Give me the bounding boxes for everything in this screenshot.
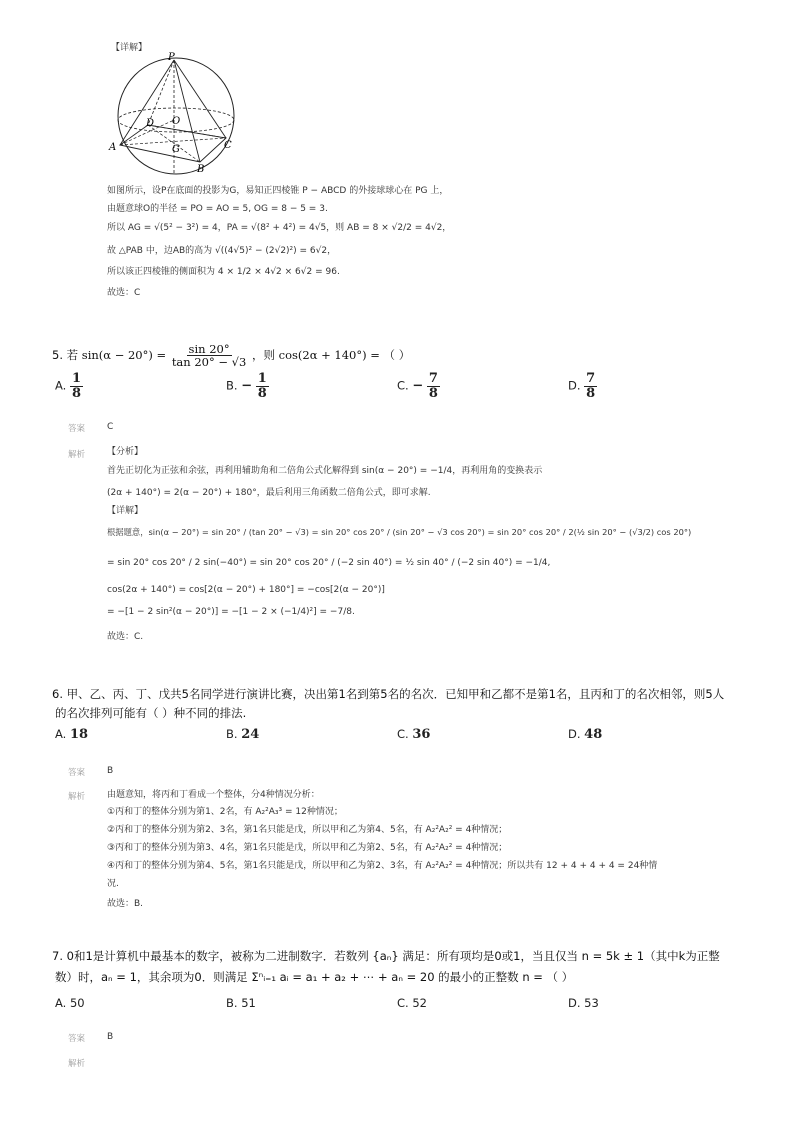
q5-answer-label: 答案	[68, 424, 86, 434]
option-denominator: 8	[257, 385, 267, 401]
q5-option-a[interactable]	[55, 372, 83, 400]
sol4-heading: 【详解】	[111, 43, 148, 53]
q7-answer-value: B	[107, 1032, 114, 1042]
q5-analysis-3: (2α + 140°) = 2(α − 20°) + 180°，最后利用三角函数二倍角公式，即可求解.	[107, 488, 431, 498]
option-value: 51	[241, 996, 256, 1010]
q6-analysis-7: 故选：B.	[107, 899, 144, 909]
q7-stem-line-2: 数）时，aₙ = 1，其余项为0．则满足 Σⁿᵢ₌₁ aᵢ = a₁ + a₂ + ⋯ + aₙ = 20 的最小的正整数 n = （ ）	[55, 970, 574, 984]
option-label: D.	[568, 996, 581, 1010]
option-value: 52	[412, 996, 427, 1010]
q5-stem	[52, 343, 410, 368]
q5-stem-lhs: sin(α − 20°) =	[81, 348, 167, 363]
q6-option-b[interactable]	[226, 727, 259, 742]
option-numerator: 1	[71, 371, 82, 386]
q5-stem-denominator: tan 20° − √3	[171, 355, 247, 370]
q6-stem-line-1	[52, 686, 724, 702]
sol4-line-5: 所以该正四棱锥的侧面积为 4 × 1/2 × 4√2 × 6√2 = 96.	[107, 267, 340, 277]
option-fraction	[256, 372, 269, 400]
q6-stem-line-2: 的名次排列可能有（ ）种不同的排法.	[55, 706, 247, 720]
option-numerator: 1	[257, 371, 267, 386]
q6-analysis-5: ④丙和丁的整体分别为第4、5名，第1名只能是戊，所以甲和乙为第2、3名，有 A₂²A₂² = 4种情况；所以共有 12 + 4 + 4 + 4 = 24种情	[107, 861, 658, 871]
label-G: G	[172, 144, 180, 155]
option-fraction	[584, 372, 597, 400]
q6-analysis-4: ③丙和丁的整体分别为第3、4名，第1名只能是戊，所以甲和乙为第2、5名，有 A₂²A₂² = 4种情况；	[107, 843, 508, 853]
option-label: C.	[397, 996, 409, 1010]
label-B: B	[197, 164, 205, 175]
q6-analysis-6: 况.	[107, 879, 119, 889]
option-label: B.	[226, 996, 238, 1010]
q5-analysis-label: 解析	[68, 450, 86, 460]
q5-analysis-9: 故选：C.	[107, 632, 144, 642]
q7-stem-line-1	[52, 948, 720, 964]
label-O: O	[172, 116, 181, 127]
option-fraction	[70, 372, 83, 400]
option-value: 50	[69, 996, 85, 1010]
option-denominator: 8	[586, 385, 596, 401]
q6-answer-value: B	[107, 766, 114, 776]
q5-analysis-4: 【详解】	[107, 506, 144, 516]
q6-analysis-3: ②丙和丁的整体分别为第2、3名，第1名只能是戊，所以甲和乙为第4、5名，有 A₂²A₂² = 4种情况；	[107, 825, 508, 835]
q6-option-d[interactable]	[568, 727, 602, 742]
q5-option-c[interactable]	[397, 372, 440, 400]
option-fraction	[427, 372, 440, 400]
option-value: 48	[584, 727, 603, 742]
q7-analysis-label: 解析	[68, 1059, 86, 1069]
q5-stem-prefix: 若	[66, 348, 79, 363]
q6-number: 6.	[52, 687, 63, 701]
option-label: B.	[226, 378, 238, 393]
q7-option-d[interactable]	[568, 996, 599, 1010]
option-numerator: 7	[586, 371, 596, 386]
option-numerator: 7	[428, 371, 438, 386]
option-label: B.	[226, 727, 238, 741]
sphere-pyramid-figure	[108, 52, 243, 184]
label-D: D	[146, 118, 155, 129]
option-label: A.	[55, 727, 67, 741]
q6-option-c[interactable]	[397, 727, 430, 742]
q7-answer-label: 答案	[68, 1034, 86, 1044]
q7-option-a[interactable]	[55, 996, 85, 1010]
option-value: 53	[584, 996, 599, 1010]
q7-option-b[interactable]	[226, 996, 256, 1010]
sol4-line-2: 由题意球O的半径 = PO = AO = 5, OG = 8 − 5 = 3.	[107, 204, 328, 214]
q5-option-b[interactable]	[226, 372, 269, 400]
q6-option-a[interactable]	[55, 727, 88, 742]
sol4-line-4: 故 △PAB 中，边AB的高为 √((4√5)² − (2√2)²) = 6√2，	[107, 246, 337, 256]
option-label: C.	[397, 727, 409, 741]
q7-number: 7.	[52, 949, 63, 963]
label-C: C	[224, 140, 232, 151]
option-label: D.	[568, 727, 581, 741]
q5-option-d[interactable]	[568, 372, 597, 400]
q6-analysis-2: ①丙和丁的整体分别为第1、2名，有 A₂²A₃³ = 12种情况；	[107, 807, 343, 817]
q7-stem-text-1: 0和1是计算机中最基本的数字，被称为二进制数字．若数列 {aₙ} 满足：所有项均是0或1，当且仅当 n = 5k ± 1（其中k为正整	[66, 949, 720, 963]
option-value: 24	[241, 727, 260, 742]
option-value: 36	[412, 727, 431, 742]
q5-analysis-7: cos(2α + 140°) = cos[2(α − 20°) + 180°] = −cos[2(α − 20°)]	[107, 585, 385, 595]
option-label: D.	[568, 378, 581, 393]
q6-analysis-label: 解析	[68, 792, 86, 802]
label-A: A	[109, 142, 117, 153]
option-sign: −	[241, 378, 253, 394]
sol4-line-3: 所以 AG = √(5² − 3²) = 4，PA = √(8² + 4²) = 4√5，则 AB = 8 × √2/2 = 4√2，	[107, 223, 452, 233]
q5-number: 5.	[52, 348, 63, 363]
q5-stem-fraction	[170, 343, 249, 368]
option-label: A.	[55, 996, 67, 1010]
q5-stem-numerator: sin 20°	[188, 342, 230, 356]
q5-stem-suffix: ，则 cos(2α + 140°) = （ ）	[251, 348, 411, 363]
q5-analysis-6: = sin 20° cos 20° / 2 sin(−40°) = sin 20° cos 20° / (−2 sin 40°) = ½ sin 40° / (−2 sin 40°) = −1/4,	[107, 558, 551, 568]
label-P: P	[168, 52, 175, 63]
q5-analysis-5: 根据题意，sin(α − 20°) = sin 20° / (tan 20° − √3) = sin 20° cos 20° / (sin 20° − √3 cos 20°) = sin 20° cos 20° / 2(½ sin 20° − (√3/2) cos 20°)	[107, 527, 692, 537]
option-denominator: 8	[428, 385, 438, 401]
option-denominator: 8	[71, 385, 82, 401]
q5-analysis-8: = −[1 − 2 sin²(α − 20°)] = −[1 − 2 × (−1/4)²] = −7/8.	[107, 607, 355, 617]
q5-analysis-1: 【分析】	[107, 447, 144, 457]
q6-stem-text-1: 甲、乙、丙、丁、戊共5名同学进行演讲比赛，决出第1名到第5名的名次．已知甲和乙都不是第1名，且丙和丁的名次相邻，则5人	[66, 687, 725, 701]
q6-answer-label: 答案	[68, 768, 86, 778]
q6-analysis-1: 由题意知，将丙和丁看成一个整体，分4种情况分析：	[107, 790, 320, 800]
q5-analysis-2: 首先正切化为正弦和余弦，再利用辅助角和二倍角公式化解得到 sin(α − 20°) = −1/4，再利用角的变换表示	[107, 466, 543, 476]
option-label: A.	[55, 378, 67, 393]
option-label: C.	[397, 378, 409, 393]
option-sign: −	[412, 378, 424, 394]
q7-option-c[interactable]	[397, 996, 427, 1010]
q5-answer-value: C	[107, 422, 114, 432]
option-value: 18	[69, 727, 89, 742]
sol4-line-1: 如图所示，设P在底面的投影为G，易知正四棱锥 P − ABCD 的外接球球心在 PG 上，	[107, 186, 449, 196]
sol4-line-6: 故选：C	[107, 288, 141, 298]
